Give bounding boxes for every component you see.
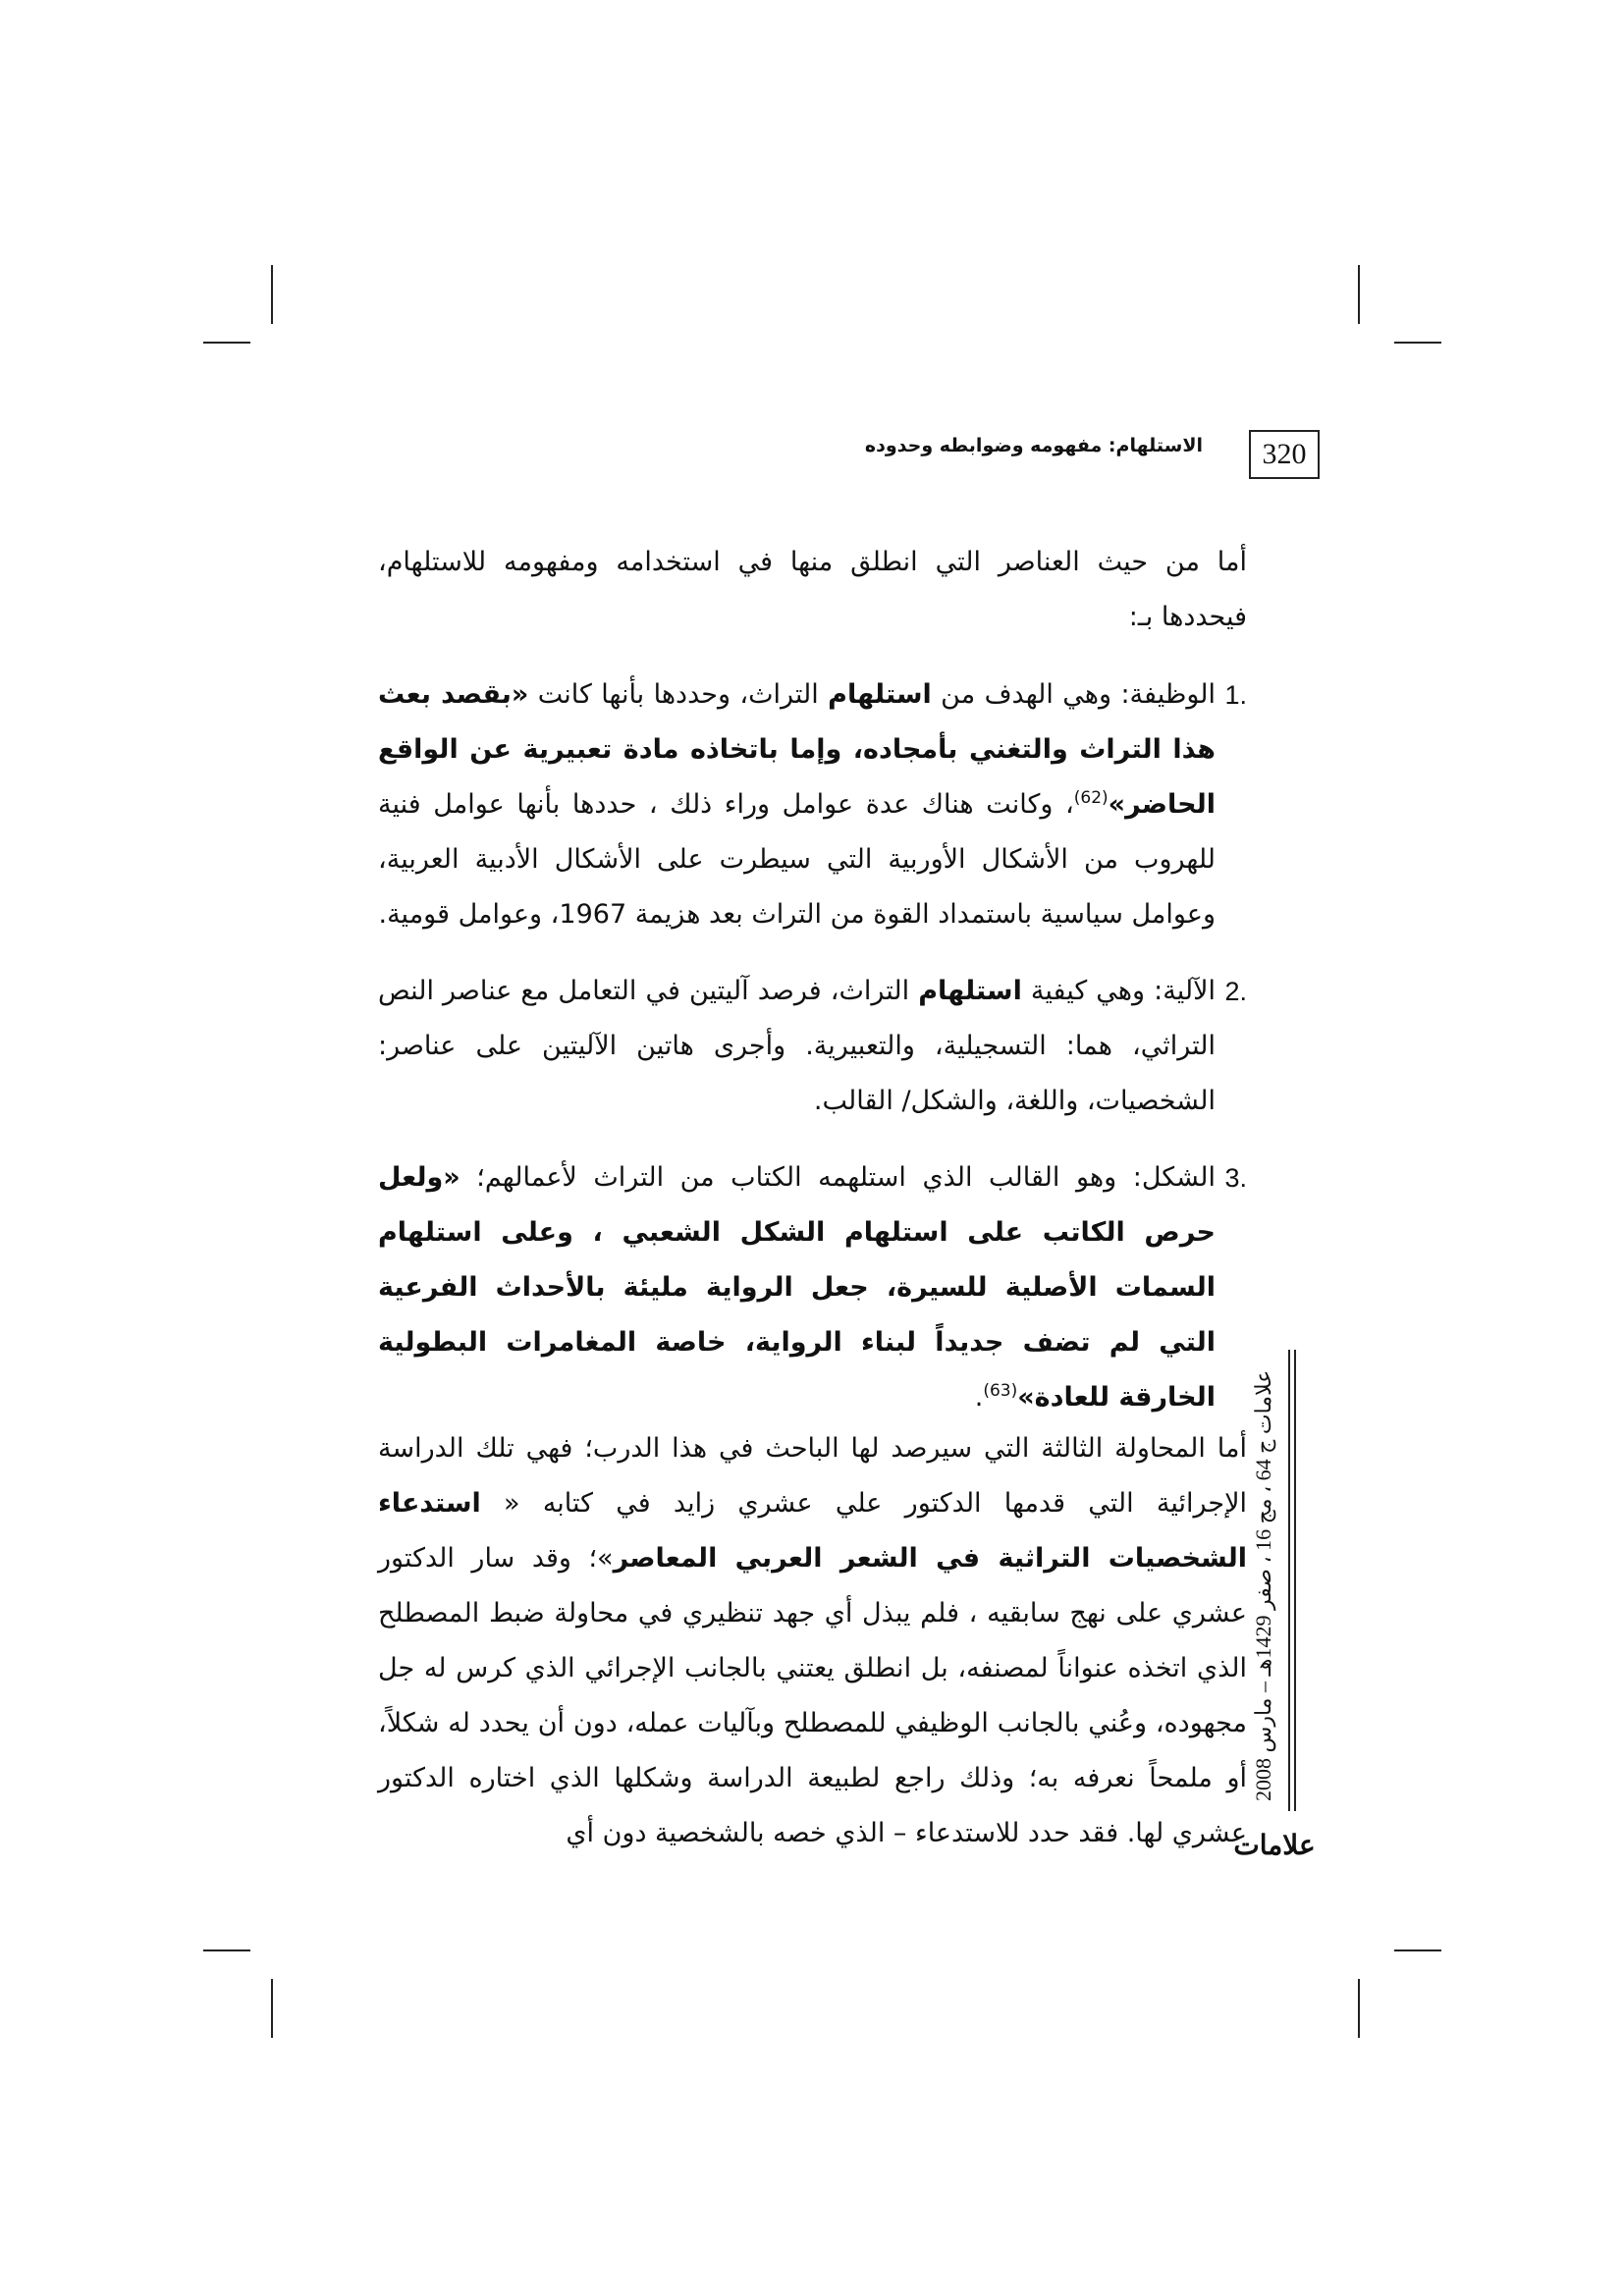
list-item-text: الشكل: وهو القالب الذي استلهمه الكتاب من التراث لأعمالهم؛ xyxy=(460,1162,1216,1193)
keyword: استلهام xyxy=(828,679,932,710)
crop-mark-bottom-left-horizontal xyxy=(203,1949,250,1951)
list-item-text: . xyxy=(974,1382,984,1413)
running-header-title: الاستلهام: مفهومه وضوابطه وحدوده xyxy=(864,435,1203,456)
list-item-number: 1. xyxy=(1224,680,1247,710)
book-title: استدعاء الشخصيات التراثية في الشعر العربي المعاصر xyxy=(378,1488,1248,1574)
list-item-text: التراث، فرصد آليتين في التعامل مع عناصر النص التراثي، هما: التسجيلية، والتعبيرية. وأجرى هاتين الآليتين على عناصر: الشخصيات، واللغة، والشكل/ القالب. xyxy=(378,976,1216,1116)
closing-paragraph xyxy=(378,1421,1247,1861)
crop-mark-bottom-right-horizontal xyxy=(1394,1949,1441,1951)
quotation: «ولعل حرص الكاتب على استلهام الشكل الشعبي ، وعلى استلهام السمات الأصلية للسيرة، جعل الرواية مليئة بالأحداث الفرعية التي لم تضف جديداً لبناء الرواية، خاصة المغامرات البطولية الخارقة للعادة» xyxy=(378,1162,1216,1413)
crop-mark-bottom-left-vertical xyxy=(271,1979,273,2038)
paragraph-text: »؛ وقد سار الدكتور عشري على نهج سابقيه ، فلم يبذل أي جهد تنظيري في محاولة ضبط المصطلح الذي اتخذه عنواناً لمصنفه، بل انطلق يعتني بالجانب الإجرائي الذي كرس له جل مجهوده، وعُني بالجانب الوظيفي للمصطلح وبآليات عمله، دون أن يحدد له شكلاً، أو ملمحاً نعرفه به؛ وذلك راجع لطبيعة الدراسة وشكلها الذي اختاره الدكتور عشري لها. فقد حدد للاستدعاء – الذي خصه بالشخصية دون أي xyxy=(378,1543,1247,1848)
page-number: 320 xyxy=(1249,430,1320,479)
side-rule-inner xyxy=(1294,1350,1296,1811)
side-rule-outer xyxy=(1288,1350,1290,1811)
intro-paragraph: أما من حيث العناصر التي انطلق منها في استخدامه ومفهومه للاستلهام، فيحددها بـ: xyxy=(378,547,1247,632)
crop-mark-top-right-vertical xyxy=(1358,265,1360,324)
list-item-text: الوظيفة: وهي الهدف من xyxy=(931,679,1217,710)
list-item-mechanism xyxy=(378,964,1247,1129)
list-item-text: التراث، وحددها بأنها كانت xyxy=(528,679,829,710)
list-item-text: ، وكانت هناك عدة عوامل وراء ذلك ، حددها بأنها عوامل فنية للهروب من الأشكال الأوربية التي سيطرت على الأشكال الأدبية العربية، وعوامل سياسية باستمداد القوة من التراث بعد هزيمة 1967، وعوامل قومية. xyxy=(378,789,1216,930)
list-item-number: 2. xyxy=(1224,977,1247,1006)
crop-mark-top-left-vertical xyxy=(271,265,273,324)
crop-mark-top-left-horizontal xyxy=(203,342,250,344)
list-item-form xyxy=(378,1150,1247,1425)
journal-logo: علامات xyxy=(1233,1828,1316,1861)
paragraph-text: أما المحاولة الثالثة التي سيرصد لها الباحث في هذا الدرب؛ فهي تلك الدراسة الإجرائية التي قدمها الدكتور علي عشري زايد في كتابه « xyxy=(378,1433,1247,1519)
footnote-ref: (62) xyxy=(1073,788,1109,808)
side-journal-band xyxy=(1245,1350,1304,1821)
crop-mark-bottom-right-vertical xyxy=(1358,1979,1360,2038)
list-item-function xyxy=(378,667,1247,942)
quotation: «بقصد بعث هذا التراث والتغني بأمجاده، وإما باتخاذه مادة تعبيرية عن الواقع الحاضر» xyxy=(378,679,1216,820)
list-item-text: الآلية: وهي كيفية xyxy=(1021,976,1216,1006)
footnote-ref: (63) xyxy=(983,1381,1018,1401)
list-item-number: 3. xyxy=(1224,1163,1247,1193)
numbered-list xyxy=(378,667,1247,1447)
journal-issue-caption: علامات ج 64 ، مج 16 ، صفر 1429هـ – مارس 2008 xyxy=(1251,1369,1275,1801)
keyword: استلهام xyxy=(918,976,1022,1006)
crop-mark-top-right-horizontal xyxy=(1394,342,1441,344)
